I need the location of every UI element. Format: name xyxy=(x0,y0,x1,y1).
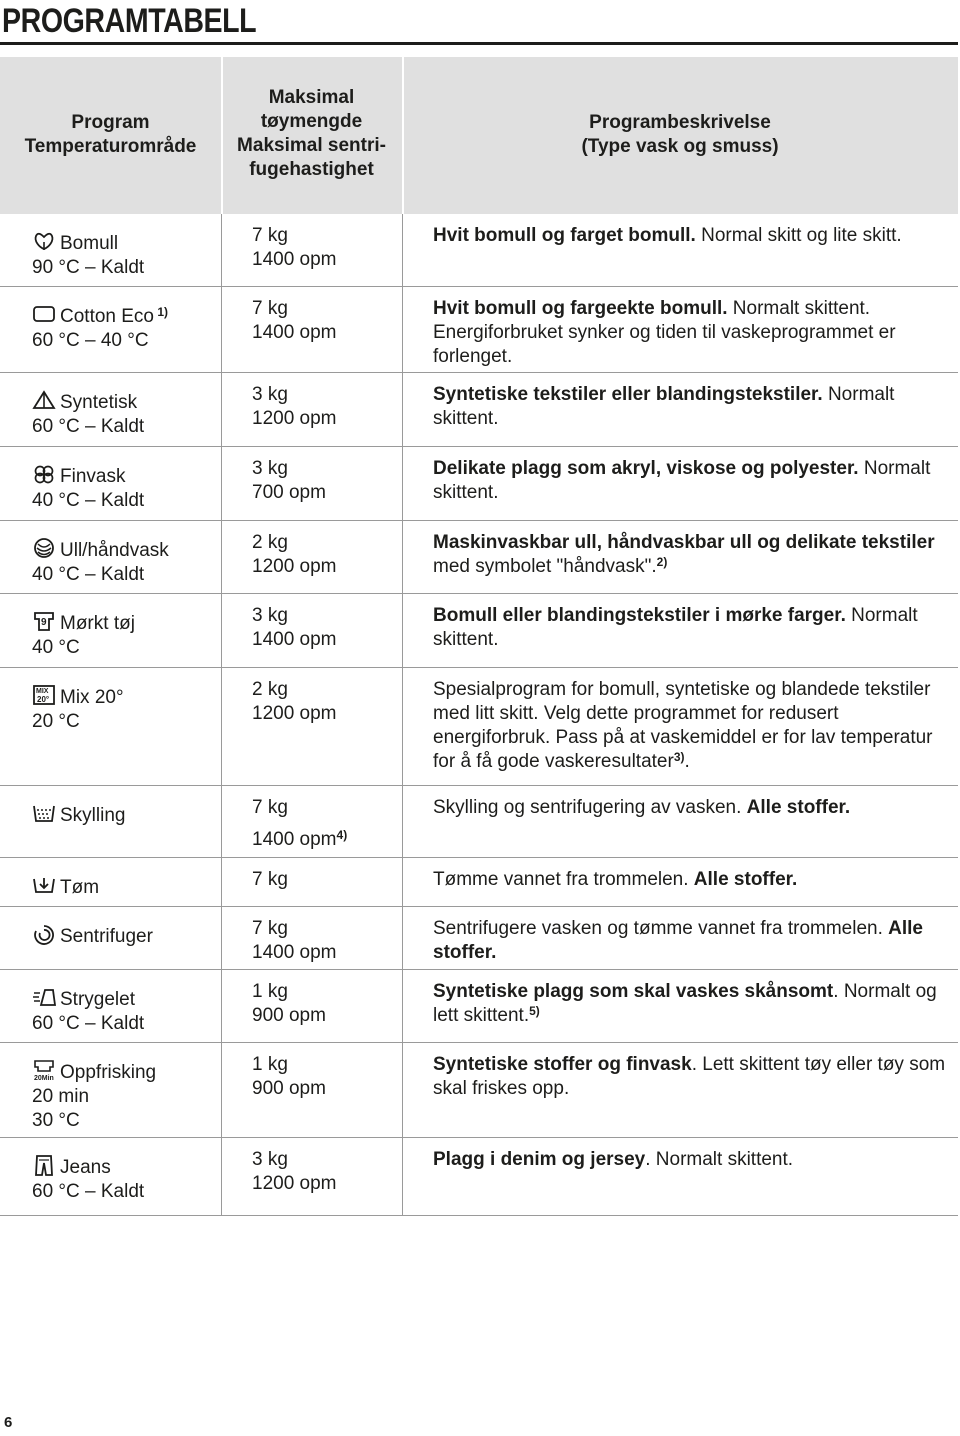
spin-speed: 900 opm xyxy=(252,1078,326,1099)
description-cell xyxy=(433,917,953,965)
max-load: 2 kg xyxy=(252,679,288,700)
max-load: 3 kg xyxy=(252,1149,288,1170)
temperature-range: 60 °C – 40 °C xyxy=(32,330,149,351)
program-cell xyxy=(32,303,222,353)
easy-iron-icon xyxy=(32,986,56,1008)
table-row xyxy=(0,858,958,907)
table-row xyxy=(0,1138,958,1216)
program-name-line xyxy=(32,610,222,636)
load-cell xyxy=(252,1148,402,1196)
program-name-line xyxy=(32,684,222,710)
description-text: . Lett skittent tøy eller tøy som skal friskes opp. xyxy=(433,1054,946,1099)
header-line: (Type vask og smuss) xyxy=(581,136,779,157)
footnote-marker: 1) xyxy=(154,305,169,319)
program-name: Mix 20° xyxy=(60,687,124,708)
load-cell xyxy=(252,917,402,965)
program-name-line xyxy=(32,1154,222,1180)
program-name: Cotton Eco xyxy=(60,306,154,327)
program-cell xyxy=(32,874,222,900)
program-name-line xyxy=(32,389,222,415)
load-cell xyxy=(252,457,402,505)
program-cell xyxy=(32,923,222,949)
max-load: 3 kg xyxy=(252,384,288,405)
synthetic-icon xyxy=(32,389,56,411)
load-cell xyxy=(252,1053,402,1101)
temperature-range: 60 °C – Kaldt xyxy=(32,416,145,437)
load-cell xyxy=(252,796,402,852)
delicates-icon xyxy=(32,463,56,485)
table-row xyxy=(0,373,958,447)
header-description xyxy=(402,111,958,159)
program-name: Sentrifuger xyxy=(60,926,153,947)
temperature-range: 40 °C – Kaldt xyxy=(32,490,145,511)
header-line: Temperaturområde xyxy=(24,136,197,157)
description-bold: Syntetiske plagg som skal vaskes skånsomt xyxy=(433,981,834,1002)
program-name-line xyxy=(32,230,222,256)
footnote-marker: 4) xyxy=(336,828,348,842)
footnote-marker: 2) xyxy=(656,555,668,569)
temperature-range: 60 °C – Kaldt xyxy=(32,1013,145,1034)
spin-speed: 1400 opm xyxy=(252,249,337,270)
program-name-line xyxy=(32,986,222,1012)
program-name: Mørkt tøj xyxy=(60,613,135,634)
spin-speed: 700 opm xyxy=(252,482,326,503)
program-name: Skylling xyxy=(60,805,126,826)
description-text: . Normalt skittent. xyxy=(645,1149,794,1170)
description-text: Sentrifugere vasken og tømme vannet fra trommelen. xyxy=(433,918,889,939)
description-text: Normalt skittent. xyxy=(433,384,895,429)
temperature-range: 90 °C – Kaldt xyxy=(32,257,145,278)
load-cell xyxy=(252,224,402,272)
description-bold: Hvit bomull og fargeekte bomull. xyxy=(433,298,728,319)
jeans-icon xyxy=(32,1154,56,1176)
table-row xyxy=(0,970,958,1043)
program-name-line xyxy=(32,303,222,329)
description-after: . xyxy=(684,751,690,772)
load-cell xyxy=(252,678,402,726)
spin-speed: 1400 opm$^{4)}$ xyxy=(252,828,348,850)
footnote-marker: 3) xyxy=(673,750,685,764)
description-cell xyxy=(433,980,953,1028)
description-after: Alle stoffer. xyxy=(433,918,924,963)
description-text: Normalt skittent. xyxy=(433,458,931,503)
description-cell xyxy=(433,868,953,892)
program-cell xyxy=(32,389,222,439)
header-line: Programbeskrivelse xyxy=(589,112,771,133)
description-bold: Syntetiske tekstiler eller blandingstekstiler. xyxy=(433,384,823,405)
program-name: Bomull xyxy=(60,233,119,254)
temperature-range: 30 °C xyxy=(32,1110,80,1131)
program-name: Finvask xyxy=(60,466,126,487)
table-header xyxy=(0,57,958,214)
spin-speed: 1200 opm xyxy=(252,1173,337,1194)
dark-clothes-icon xyxy=(32,610,56,632)
mix20-icon xyxy=(32,684,56,706)
program-cell xyxy=(32,610,222,660)
max-load: 7 kg xyxy=(252,797,288,818)
program-name: Syntetisk xyxy=(60,392,138,413)
max-load: 1 kg xyxy=(252,1054,288,1075)
program-name-line xyxy=(32,802,222,828)
load-cell xyxy=(252,868,402,892)
description-cell xyxy=(433,796,953,820)
drain-icon xyxy=(32,874,56,896)
max-load: 2 kg xyxy=(252,532,288,553)
max-load: 1 kg xyxy=(252,981,288,1002)
description-cell xyxy=(433,1053,953,1101)
title-divider xyxy=(0,42,958,45)
description-cell xyxy=(433,678,953,774)
temperature-range: 40 °C xyxy=(32,637,80,658)
table-row xyxy=(0,287,958,373)
program-name: Strygelet xyxy=(60,989,135,1010)
description-text: Tømme vannet fra trommelen. xyxy=(433,869,694,890)
svg-text:20°: 20° xyxy=(37,695,50,704)
description-cell xyxy=(433,531,953,579)
header-program xyxy=(0,111,221,159)
page-title: PROGRAMTABELL xyxy=(2,2,257,40)
description-bold: Bomull eller blandingstekstiler i mørke farger. xyxy=(433,605,846,626)
description-text: med symbolet "håndvask". xyxy=(433,556,657,577)
cotton-icon xyxy=(32,230,56,252)
program-name: Jeans xyxy=(60,1157,111,1178)
description-cell xyxy=(433,604,953,652)
program-cell xyxy=(32,1059,222,1133)
temperature-range: 40 °C – Kaldt xyxy=(32,564,145,585)
program-cell xyxy=(32,986,222,1036)
table-row xyxy=(0,907,958,970)
temperature-range: 60 °C – Kaldt xyxy=(32,1181,145,1202)
max-load: 3 kg xyxy=(252,605,288,626)
refresh-20min-icon xyxy=(32,1059,56,1081)
temperature-range: 20 min xyxy=(32,1086,90,1107)
header-line: Program xyxy=(71,112,150,133)
spin-speed: 1200 opm xyxy=(252,408,337,429)
table-row xyxy=(0,668,958,786)
program-cell xyxy=(32,230,222,280)
table-row xyxy=(0,786,958,858)
svg-text:20Min: 20Min xyxy=(34,1075,54,1081)
description-bold: Delikate plagg som akryl, viskose og polyester. xyxy=(433,458,859,479)
description-text: Normalt skittent. xyxy=(433,605,918,650)
spin-speed: 1200 opm xyxy=(252,556,337,577)
table-row xyxy=(0,1043,958,1138)
max-load: 7 kg xyxy=(252,298,288,319)
svg-text:9: 9 xyxy=(41,617,47,628)
temperature-range: 20 °C xyxy=(32,711,80,732)
load-cell xyxy=(252,604,402,652)
max-load: 7 kg xyxy=(252,918,288,939)
description-after: Alle stoffer. xyxy=(746,797,851,818)
spin-speed: 1400 opm xyxy=(252,322,337,343)
description-text: Spesialprogram for bomull, syntetiske og blandede tekstiler med litt skitt. Velg dette programmet for redusert energiforbruk. Pass på at vaskemiddel er for lav temperatur for å få gode vaskeresultater xyxy=(433,679,933,772)
table-row xyxy=(0,521,958,594)
program-name-line xyxy=(32,923,222,949)
spin-speed: 1400 opm xyxy=(252,629,337,650)
description-bold: Syntetiske stoffer og finvask xyxy=(433,1054,692,1075)
header-load xyxy=(221,86,402,182)
eco-icon xyxy=(32,303,56,325)
table-row xyxy=(0,594,958,668)
spin-speed: 1200 opm xyxy=(252,703,337,724)
program-cell xyxy=(32,1154,222,1204)
description-cell xyxy=(433,457,953,505)
max-load: 3 kg xyxy=(252,458,288,479)
description-cell xyxy=(433,224,953,248)
description-bold: Hvit bomull og farget bomull. xyxy=(433,225,696,246)
description-text: . Normalt og lett skittent. xyxy=(433,981,937,1026)
header-line: fugehastighet xyxy=(249,159,374,180)
max-load: 7 kg xyxy=(252,225,288,246)
wool-handwash-icon xyxy=(32,537,56,559)
header-line: Maksimal xyxy=(268,87,355,108)
program-name-line xyxy=(32,537,222,563)
program-name: Oppfrisking xyxy=(60,1062,157,1083)
program-cell xyxy=(32,463,222,513)
load-cell xyxy=(252,383,402,431)
description-cell xyxy=(433,297,953,369)
header-line: Maksimal sentri- xyxy=(237,135,386,156)
program-cell xyxy=(32,684,222,734)
spin-speed: 900 opm xyxy=(252,1005,326,1026)
program-name: Tøm xyxy=(60,877,100,898)
load-cell xyxy=(252,297,402,345)
description-text: Normal skitt og lite skitt. xyxy=(695,225,902,246)
program-cell xyxy=(32,537,222,587)
description-bold: Maskinvaskbar ull, håndvaskbar ull og delikate tekstiler xyxy=(433,532,935,553)
table-row xyxy=(0,214,958,287)
header-line: tøymengde xyxy=(260,111,363,132)
program-cell xyxy=(32,802,222,828)
description-cell xyxy=(433,383,953,431)
program-name-line xyxy=(32,874,222,900)
description-after: Alle stoffer. xyxy=(693,869,798,890)
description-bold: Plagg i denim og jersey xyxy=(433,1149,646,1170)
footnote-marker: 5) xyxy=(529,1004,540,1018)
spin-speed: 1400 opm xyxy=(252,942,337,963)
max-load: 7 kg xyxy=(252,869,288,890)
spin-icon xyxy=(32,923,56,945)
svg-text:MIX: MIX xyxy=(36,688,49,695)
program-name: Ull/håndvask xyxy=(60,540,169,561)
table-row xyxy=(0,447,958,521)
description-text: Skylling og sentrifugering av vasken. xyxy=(433,797,747,818)
load-cell xyxy=(252,980,402,1028)
page-number: 6 xyxy=(4,1414,13,1431)
load-cell xyxy=(252,531,402,579)
program-name-line xyxy=(32,1059,222,1085)
description-text: Normalt skittent. Energiforbruket synker og tiden til vaskeprogrammet er forlenget. xyxy=(433,298,896,367)
rinse-icon xyxy=(32,802,56,824)
program-name-line xyxy=(32,463,222,489)
description-cell xyxy=(433,1148,953,1172)
